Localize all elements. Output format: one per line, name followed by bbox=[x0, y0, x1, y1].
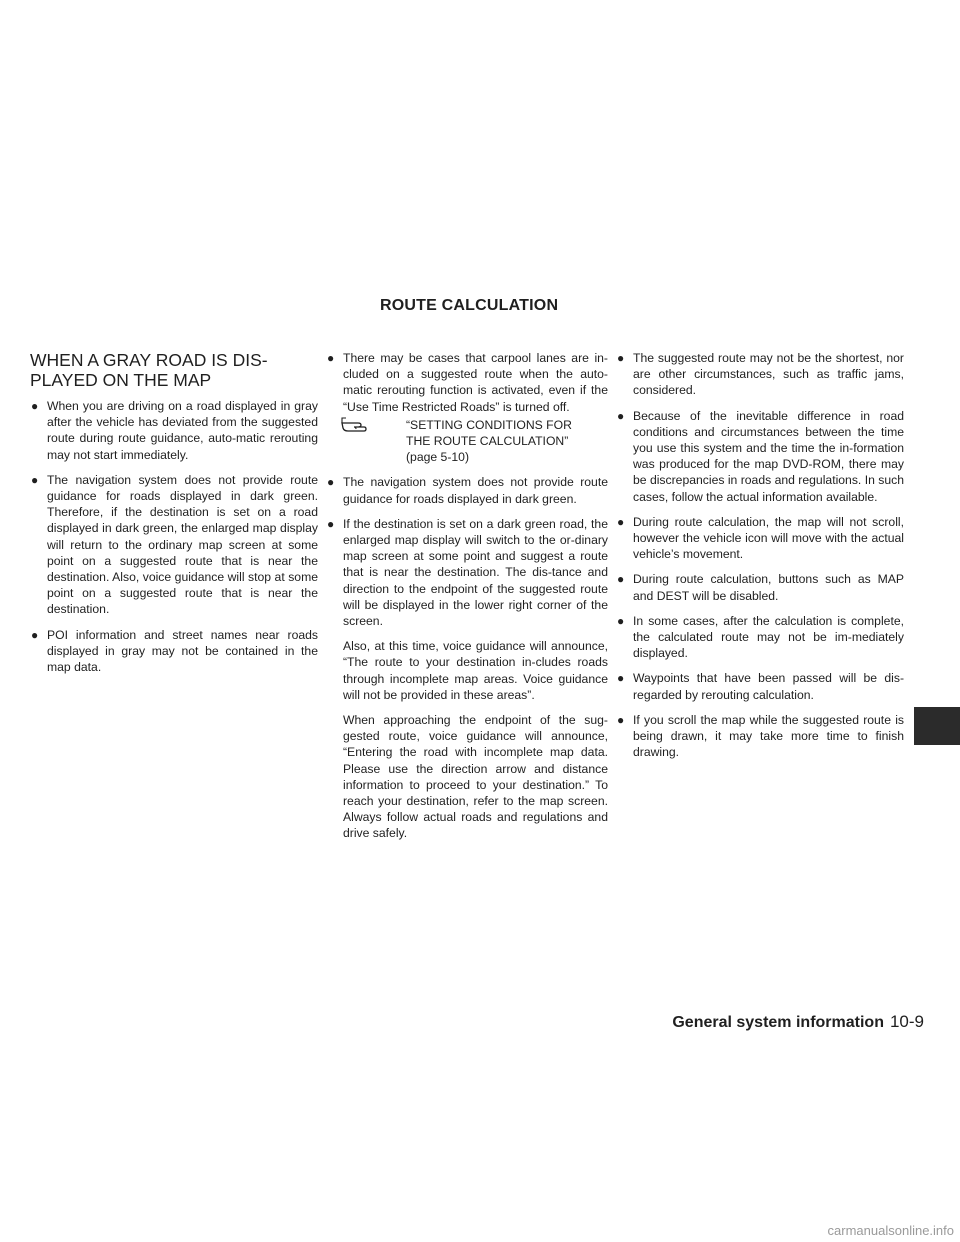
bullet-item bbox=[326, 516, 608, 629]
chapter-title: General system information bbox=[672, 1014, 884, 1031]
bullet-item bbox=[616, 670, 904, 702]
bullet-icon: ● bbox=[617, 572, 625, 587]
column-1 bbox=[30, 350, 318, 684]
bullet-icon: ● bbox=[617, 514, 625, 529]
section-title: ROUTE CALCULATION bbox=[380, 297, 559, 314]
column-2 bbox=[326, 350, 608, 851]
bullet-item bbox=[616, 514, 904, 563]
bullet-icon: ● bbox=[327, 516, 335, 531]
bullet-icon: ● bbox=[327, 475, 335, 490]
bullet-text: The navigation system does not provide route guidance for roads displayed in dark green. bbox=[343, 475, 608, 506]
watermark: carmanualsonline.info bbox=[827, 1223, 954, 1238]
bullet-text: If you scroll the map while the suggested route is being drawn, it may take more time to finish drawing. bbox=[633, 712, 904, 760]
bullet-icon: ● bbox=[617, 671, 625, 686]
bullet-item bbox=[616, 712, 904, 761]
bullet-icon: ● bbox=[31, 399, 39, 413]
page-number: 10-9 bbox=[889, 1012, 924, 1031]
page-footer bbox=[672, 1012, 924, 1032]
bullet-text: In some cases, after the calculation is complete, the calculated route may not be im-mediately displayed. bbox=[633, 613, 904, 661]
column-3 bbox=[616, 350, 904, 769]
bullet-text: During route calculation, the map will not scroll, however the vehicle icon will move with the actual vehicle’s movement. bbox=[633, 514, 904, 562]
bullet-icon: ● bbox=[617, 613, 625, 628]
bullet-icon: ● bbox=[617, 712, 625, 727]
bullet-item bbox=[616, 613, 904, 662]
sub-heading-line-2: PLAYED ON THE MAP bbox=[30, 370, 212, 390]
bullet-item bbox=[616, 350, 904, 399]
bullet-item bbox=[616, 571, 904, 603]
bullet-text: When you are driving on a road displayed in gray after the vehicle has deviated from the suggested route during route guidance, auto-matic rerouting may not start immediately. bbox=[47, 399, 318, 462]
bullet-text: The navigation system does not provide route guidance for roads displayed in dark green. Therefore, if the destination is set on a road displayed in dark green, the enlarged map display will return to the ordinary map screen at some point on a suggested route that is near the destination. Also, voice guidance will stop at some point on a suggested route that is near the destination. bbox=[47, 472, 318, 617]
bullet-item bbox=[30, 398, 318, 463]
bullet-text: During route calculation, buttons such as MAP and DEST will be disabled. bbox=[633, 572, 904, 603]
bullet-item bbox=[616, 408, 904, 505]
bullet-item bbox=[326, 350, 608, 415]
bullet-icon: ● bbox=[31, 627, 39, 642]
bullet-icon: ● bbox=[327, 351, 335, 365]
sub-heading bbox=[30, 350, 318, 390]
pointing-hand-icon bbox=[340, 415, 370, 435]
bullet-item bbox=[30, 472, 318, 618]
bullet-text: The suggested route may not be the shortest, nor are other circumstances, such as traffic jams, considered. bbox=[633, 351, 904, 398]
bullet-icon: ● bbox=[31, 472, 39, 487]
bullet-icon: ● bbox=[617, 408, 625, 423]
bullet-text: If the destination is set on a dark green road, the enlarged map display will switch to the or-dinary map screen at some point and suggest a route that is near the destination. The dis-tance and direction to the endpoint of the suggested route will be displayed in the lower right corner of the screen. bbox=[343, 516, 608, 629]
bullet-text: Because of the inevitable difference in road conditions and circumstances between the time you use this system and the time the in-formation was produced for the map DVD-ROM, there may be discrepancies in roads and regulations. In such cases, follow the actual information available. bbox=[633, 408, 904, 504]
bullet-item bbox=[326, 474, 608, 506]
indented-paragraph: Also, at this time, voice guidance will announce, “The route to your destination in-cludes roads through incomplete map areas. Voice guidance will not be provided in these areas”. bbox=[343, 639, 608, 702]
bullet-text: POI information and street names near roads displayed in gray may not be contained in the map data. bbox=[47, 627, 318, 675]
page-reference bbox=[326, 417, 608, 466]
bullet-text: There may be cases that carpool lanes are in-cluded on a suggested route when the auto-matic rerouting function is activated, even if the “Use Time Restricted Roads” is turned off. bbox=[343, 351, 608, 414]
bullet-icon: ● bbox=[617, 351, 625, 365]
reference-line-3: (page 5-10) bbox=[406, 450, 470, 465]
reference-line-1: “SETTING CONDITIONS FOR bbox=[406, 417, 572, 432]
reference-line-2: THE ROUTE CALCULATION” bbox=[406, 434, 569, 449]
indented-paragraph: When approaching the endpoint of the sug-gested route, voice guidance will announce, “Entering the road with incomplete map data. Please use the direction arrow and distance information to proceed to your destination.” To reach your destination, refer to the map screen. Always follow actual roads and regulations and drive safely. bbox=[343, 713, 608, 841]
sub-heading-line-1: WHEN A GRAY ROAD IS DIS- bbox=[30, 350, 268, 370]
bullet-item bbox=[30, 627, 318, 676]
chapter-tab-marker bbox=[914, 707, 960, 745]
bullet-text: Waypoints that have been passed will be dis-regarded by rerouting calculation. bbox=[633, 671, 904, 702]
